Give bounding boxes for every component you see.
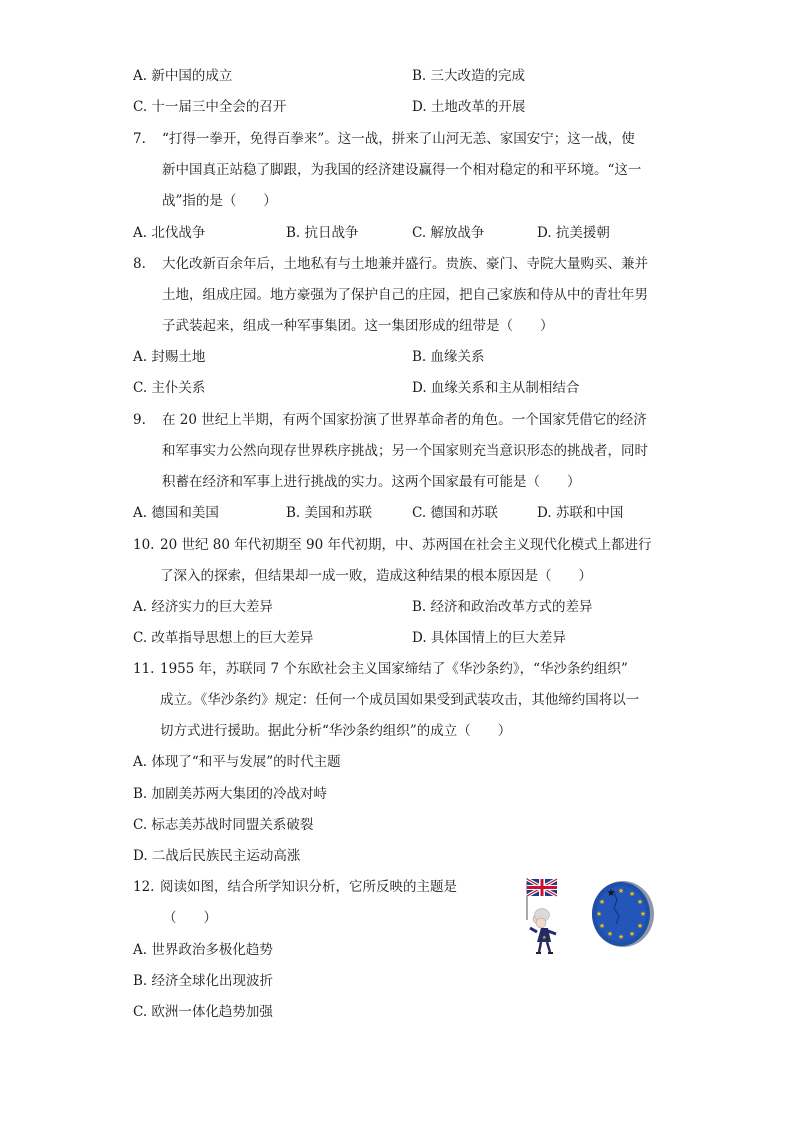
svg-text:★: ★ (598, 898, 606, 906)
svg-text:★: ★ (636, 922, 644, 930)
q7-option-c: C. 解放战争 (412, 225, 485, 241)
q10-option-a: A. 经济实力的巨大差异 (133, 599, 273, 615)
q12-number: 12. (133, 879, 155, 895)
q11-stem-line1: 1955 年，苏联同 7 个东欧社会主义国家缔结了《华沙条约》，“华沙条约组织” (160, 661, 628, 677)
q9-stem-line1: 在 20 世纪上半期，有两个国家扮演了世界革命者的角色。一个国家凭借它的经济 (162, 412, 647, 428)
svg-text:★: ★ (639, 910, 647, 918)
q12-stem-line1: 阅读如图，结合所学知识分析，它所反映的主题是 (160, 879, 457, 895)
q9-stem-line3: 积蓄在经济和军事上进行挑战的实力。这两个国家最有可能是（ ） (162, 474, 581, 490)
q11-option-d: D. 二战后民族民主运动高涨 (133, 848, 301, 864)
q11-option-b: B. 加剧美苏两大集团的冷战对峙 (133, 786, 328, 802)
q12-stem-line2: （ ） (163, 910, 217, 926)
q11-number: 11. (133, 661, 155, 677)
q10-stem-line1: 20 世纪 80 年代初期至 90 年代初期，中、苏两国在社会主义现代化模式上都进行 (160, 537, 652, 553)
eu-coin-icon (592, 881, 654, 947)
q10-number: 10. (133, 537, 155, 553)
q8-option-b: B. 血缘关系 (412, 349, 485, 365)
q9-option-b: B. 美国和苏联 (286, 505, 373, 521)
brexit-cartoon-image (520, 876, 660, 956)
q7-number: 7. (133, 131, 146, 147)
q9-option-c: C. 德国和苏联 (412, 505, 498, 521)
q11-stem-line2: 成立。《华沙条约》规定：任何一个成员国如果受到武装攻击，其他缔约国将以一 (160, 692, 640, 708)
svg-text:★: ★ (628, 930, 636, 938)
q6-option-d: D. 土地改革的开展 (412, 99, 526, 115)
q8-stem-line1: 大化改新百余年后，土地私有与土地兼并盛行。贵族、豪门、寺院大量购买、兼并 (162, 256, 648, 272)
svg-text:★: ★ (636, 898, 644, 906)
q6-option-b: B. 三大改造的完成 (412, 68, 526, 84)
q12-option-b: B. 经济全球化出现波折 (133, 973, 274, 989)
svg-text:★: ★ (628, 890, 636, 898)
q9-option-a: A. 德国和美国 (133, 505, 219, 521)
svg-text:★: ★ (542, 935, 547, 941)
svg-text:★: ★ (617, 933, 625, 941)
q6-option-a: A. 新中国的成立 (133, 68, 233, 84)
q11-option-c: C. 标志美苏战时同盟关系破裂 (133, 817, 314, 833)
q7-option-b: B. 抗日战争 (286, 225, 359, 241)
q7-option-a: A. 北伐战争 (133, 225, 206, 241)
svg-text:★: ★ (595, 910, 603, 918)
svg-text:★: ★ (606, 888, 616, 899)
q12-option-a: A. 世界政治多极化趋势 (133, 942, 273, 958)
caricature-figure (530, 909, 556, 954)
q12-option-c: C. 欧洲一体化趋势加强 (133, 1004, 273, 1020)
q7-stem-line1: “打得一拳开，免得百拳来”。这一战，拼来了山河无恙、家国安宁；这一战，使 (162, 131, 635, 147)
svg-text:★: ★ (617, 887, 625, 895)
svg-text:★: ★ (606, 930, 614, 938)
q8-stem-line3: 子武装起来，组成一种军事集团。这一集团形成的纽带是（ ） (162, 318, 554, 334)
q11-stem-line3: 切方式进行援助。据此分析“华沙条约组织”的成立（ ） (160, 723, 512, 739)
q7-stem-line2: 新中国真正站稳了脚跟，为我国的经济建设赢得一个相对稳定的和平环境。“这一 (162, 162, 642, 178)
q8-option-c: C. 主仆关系 (133, 380, 206, 396)
q10-option-c: C. 改革指导思想上的巨大差异 (133, 630, 314, 646)
q9-stem-line2: 和军事实力公然向现存世界秩序挑战；另一个国家则充当意识形态的挑战者，同时 (162, 443, 648, 459)
q10-option-d: D. 具体国情上的巨大差异 (412, 630, 566, 646)
q8-number: 8. (133, 256, 146, 272)
q7-stem-line3: 战”指的是（ ） (162, 193, 277, 209)
q7-option-d: D. 抗美援朝 (537, 225, 610, 241)
q8-option-d: D. 血缘关系和主从制相结合 (412, 380, 580, 396)
q9-number: 9. (133, 412, 146, 428)
q10-stem-line2: 了深入的探索，但结果却一成一败，造成这种结果的根本原因是（ ） (160, 568, 592, 584)
q6-option-c: C. 十一届三中全会的召开 (133, 99, 287, 115)
svg-text:★: ★ (598, 922, 606, 930)
q10-option-b: B. 经济和政治改革方式的差异 (412, 599, 593, 615)
q9-option-d: D. 苏联和中国 (537, 505, 624, 521)
q8-stem-line2: 土地，组成庄园。地方豪强为了保护自己的庄园，把自己家族和侍从中的青壮年男 (162, 287, 648, 303)
q11-option-a: A. 体现了“和平与发展”的时代主题 (133, 754, 341, 770)
q8-option-a: A. 封赐土地 (133, 349, 206, 365)
